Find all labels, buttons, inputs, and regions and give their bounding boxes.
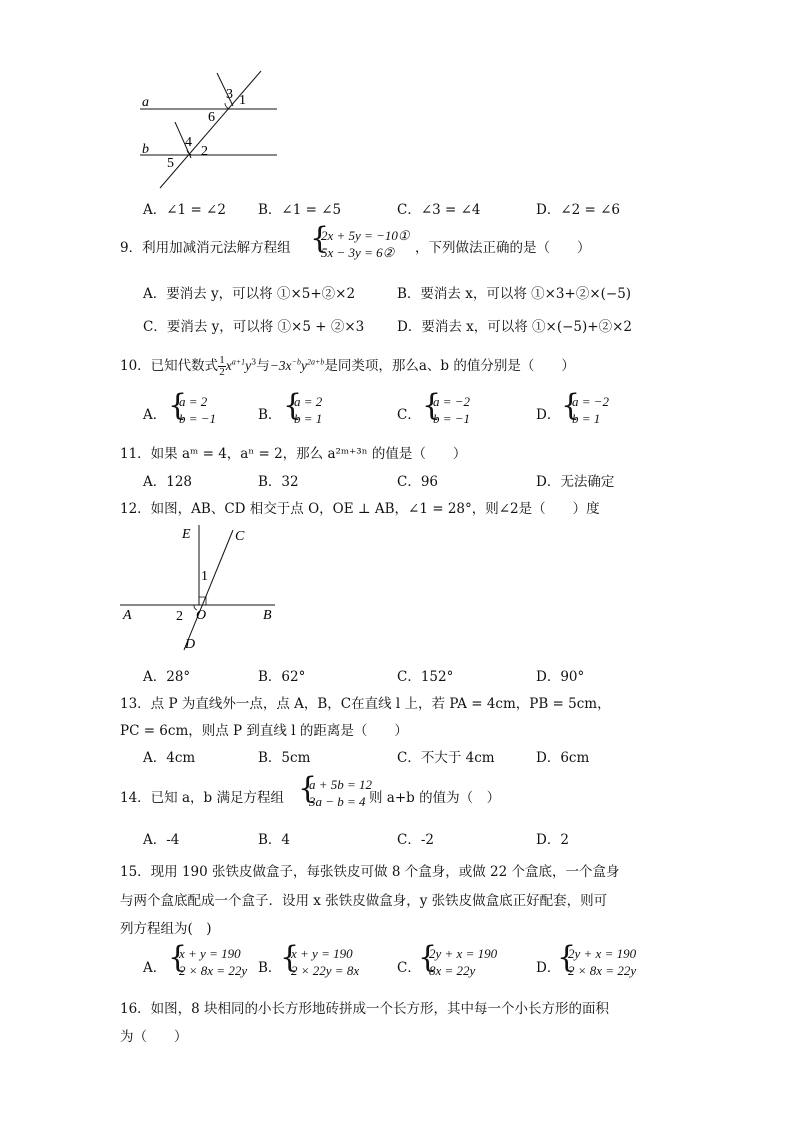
q15-option-a[interactable]: x + y = 190 2 × 8x = 22y xyxy=(179,946,248,978)
q9-system xyxy=(321,227,410,261)
transversal-long xyxy=(160,71,261,188)
label-b: b xyxy=(142,142,149,157)
point-e-label: E xyxy=(182,527,191,542)
q10-d-brace: { xyxy=(561,388,581,423)
q15-b-brace: { xyxy=(280,940,300,975)
q14-option-a[interactable]: A．-4 xyxy=(143,832,180,848)
q15-option-b[interactable]: x + y = 190 2 × 22y = 8x xyxy=(291,946,360,978)
point-d-label: D xyxy=(185,637,196,652)
q9-eq1: 2x + 5y = −10① xyxy=(321,228,410,243)
point-c-label: C xyxy=(235,529,245,544)
q15-stem-line1: 15．现用 190 张铁皮做盒子，每张铁皮可做 8 个盒身，或做 22 个盒底，一个盒身 xyxy=(120,864,620,880)
q14-option-d[interactable]: D．2 xyxy=(536,832,569,848)
q9-brace: { xyxy=(310,221,330,256)
q10-stem-start: 10．已知代数式 xyxy=(120,358,219,374)
q15-option-b-label[interactable]: B． xyxy=(258,960,282,976)
q8-option-a[interactable]: A．∠1 = ∠2 xyxy=(143,202,226,218)
q14-stem-end: 则 a+b 的值为（ ） xyxy=(369,790,501,806)
q15-stem-line2: 与两个盒底配成一个盒子．设用 x 张铁皮做盒身，y 张铁皮做盒底正好配套，则可 xyxy=(120,893,608,909)
angle-2-label: 2 xyxy=(201,144,208,159)
q13-option-b[interactable]: B．5cm xyxy=(258,750,311,766)
q13-option-d[interactable]: D．6cm xyxy=(536,750,590,766)
angle-5-label: 5 xyxy=(167,156,174,171)
q10-stem-end: 是同类项，那么a、b 的值分别是（ ） xyxy=(324,358,575,374)
q12-option-b[interactable]: B．62° xyxy=(258,669,306,685)
q10-option-c-label[interactable]: C． xyxy=(397,407,421,423)
q10-option-b[interactable]: a = 2 b = 1 xyxy=(294,394,323,426)
q15-stem-line3: 列方程组为( ) xyxy=(120,921,212,937)
point-o-label: O xyxy=(196,608,207,623)
q12-option-c[interactable]: C．152° xyxy=(397,669,454,685)
q13-option-c[interactable]: C．不大于 4cm xyxy=(397,750,495,766)
q10-expr1-x: x xyxy=(225,358,232,373)
q15-option-d-label[interactable]: D． xyxy=(536,960,561,976)
q9-stem-end: ，下列做法正确的是（ ） xyxy=(415,240,591,256)
point-a-label: A xyxy=(123,608,132,623)
line-cd xyxy=(184,530,233,650)
q8-option-d[interactable]: D．∠2 = ∠6 xyxy=(536,202,621,218)
angle-3-label: 3 xyxy=(226,87,233,102)
q15-option-c-label[interactable]: C． xyxy=(397,960,421,976)
q12-stem: 12．如图，AB、CD 相交于点 O，OE ⊥ AB，∠1 = 28°，则∠2是（ ）度 xyxy=(120,501,600,517)
q10-option-d[interactable]: a = −2 b = 1 xyxy=(572,394,610,426)
q8-option-c[interactable]: C．∠3 = ∠4 xyxy=(397,202,481,218)
q10-option-a[interactable]: a = 2 b = −1 xyxy=(179,394,217,426)
q10-c-brace: { xyxy=(422,388,442,423)
q10-mid: 与 xyxy=(256,358,270,374)
q10-option-a-label[interactable]: A． xyxy=(143,407,167,423)
q10-b-brace: { xyxy=(283,388,303,423)
q15-d-brace: { xyxy=(557,940,577,975)
q16-stem-line1: 16．如图，8 块相同的小长方形地砖拼成一个长方形，其中每一个小长方形的面积 xyxy=(120,1001,610,1017)
q12-option-d[interactable]: D．90° xyxy=(536,669,585,685)
q13-option-a[interactable]: A．4cm xyxy=(143,750,196,766)
q11-option-a[interactable]: A．128 xyxy=(143,474,193,490)
q11-option-d[interactable]: D．无法确定 xyxy=(536,474,615,490)
q10-option-d-label[interactable]: D． xyxy=(536,407,561,423)
q14-option-b[interactable]: B．4 xyxy=(258,832,291,848)
q10-expr2: −3x xyxy=(269,358,292,373)
q13-stem-line1: 13．点 P 为直线外一点，点 A，B，C在直线 l 上，若 PA = 4cm，PB = 5cm， xyxy=(120,696,611,712)
q14-stem-start: 14．已知 a，b 满足方程组 xyxy=(120,790,284,806)
angle-6-label: 6 xyxy=(208,110,215,125)
q11-option-b[interactable]: B．32 xyxy=(258,474,299,490)
q16-stem-line2: 为（ ） xyxy=(120,1029,188,1045)
q15-option-d[interactable]: 2y + x = 190 2 × 8x = 22y xyxy=(568,946,637,978)
angle-1-label: 1 xyxy=(201,569,208,584)
q15-c-brace: { xyxy=(418,940,438,975)
q9-option-a[interactable]: A．要消去 y，可以将 ①×5+②×2 xyxy=(143,286,356,302)
q14-option-c[interactable]: C．-2 xyxy=(397,832,434,848)
q10-a-brace: { xyxy=(168,388,188,423)
point-b-label: B xyxy=(263,608,272,623)
q15-a-brace: { xyxy=(168,940,188,975)
q9-option-d[interactable]: D．要消去 x，可以将 ①×(−5)+②×2 xyxy=(397,319,632,335)
intersecting-lines-figure xyxy=(115,520,285,655)
q11-option-c[interactable]: C．96 xyxy=(397,474,439,490)
q15-option-c[interactable]: 2y + x = 190 8x = 22y xyxy=(429,946,498,978)
q13-stem-line2: PC = 6cm，则点 P 到直线 l 的距离是（ ） xyxy=(120,723,408,739)
q11-stem: 11．如果 aᵐ = 4，aⁿ = 2，那么 a²ᵐ⁺³ⁿ 的值是（ ） xyxy=(120,446,467,462)
q14-system: a + 5b = 12 3a − b = 4 xyxy=(309,777,373,809)
q9-option-b[interactable]: B．要消去 x，可以将 ①×3+②×(−5) xyxy=(397,286,632,302)
label-a: a xyxy=(142,95,149,110)
q14-brace: { xyxy=(298,771,318,806)
angle-4-label: 4 xyxy=(185,135,192,150)
angle-2-label: 2 xyxy=(176,609,183,624)
parallel-lines-figure xyxy=(135,66,285,191)
q9-stem-start: 9．利用加减消元法解方程组 xyxy=(120,240,291,256)
angle-1-label: 1 xyxy=(239,93,246,108)
q10-option-b-label[interactable]: B． xyxy=(258,407,282,423)
q10-stem: 10．已知代数式 $\frac{1}{2}$ $x^{a+1}y^3$与$-3x^{-b}y^{2a+b}$是同类项，那么a、b 的值分别是（ ） xyxy=(120,354,575,378)
q15-option-a-label[interactable]: A． xyxy=(143,960,167,976)
q9-option-c[interactable]: C．要消去 y，可以将 ①×5 + ②×3 xyxy=(143,319,365,335)
q8-option-b[interactable]: B．∠1 = ∠5 xyxy=(258,202,342,218)
q9-eq2: 5x − 3y = 6② xyxy=(321,245,395,260)
q10-option-c[interactable]: a = −2 b = −1 xyxy=(433,394,471,426)
q12-option-a[interactable]: A．28° xyxy=(143,669,191,685)
q10-fraction: $\frac{1}{2}$ xyxy=(219,354,225,378)
